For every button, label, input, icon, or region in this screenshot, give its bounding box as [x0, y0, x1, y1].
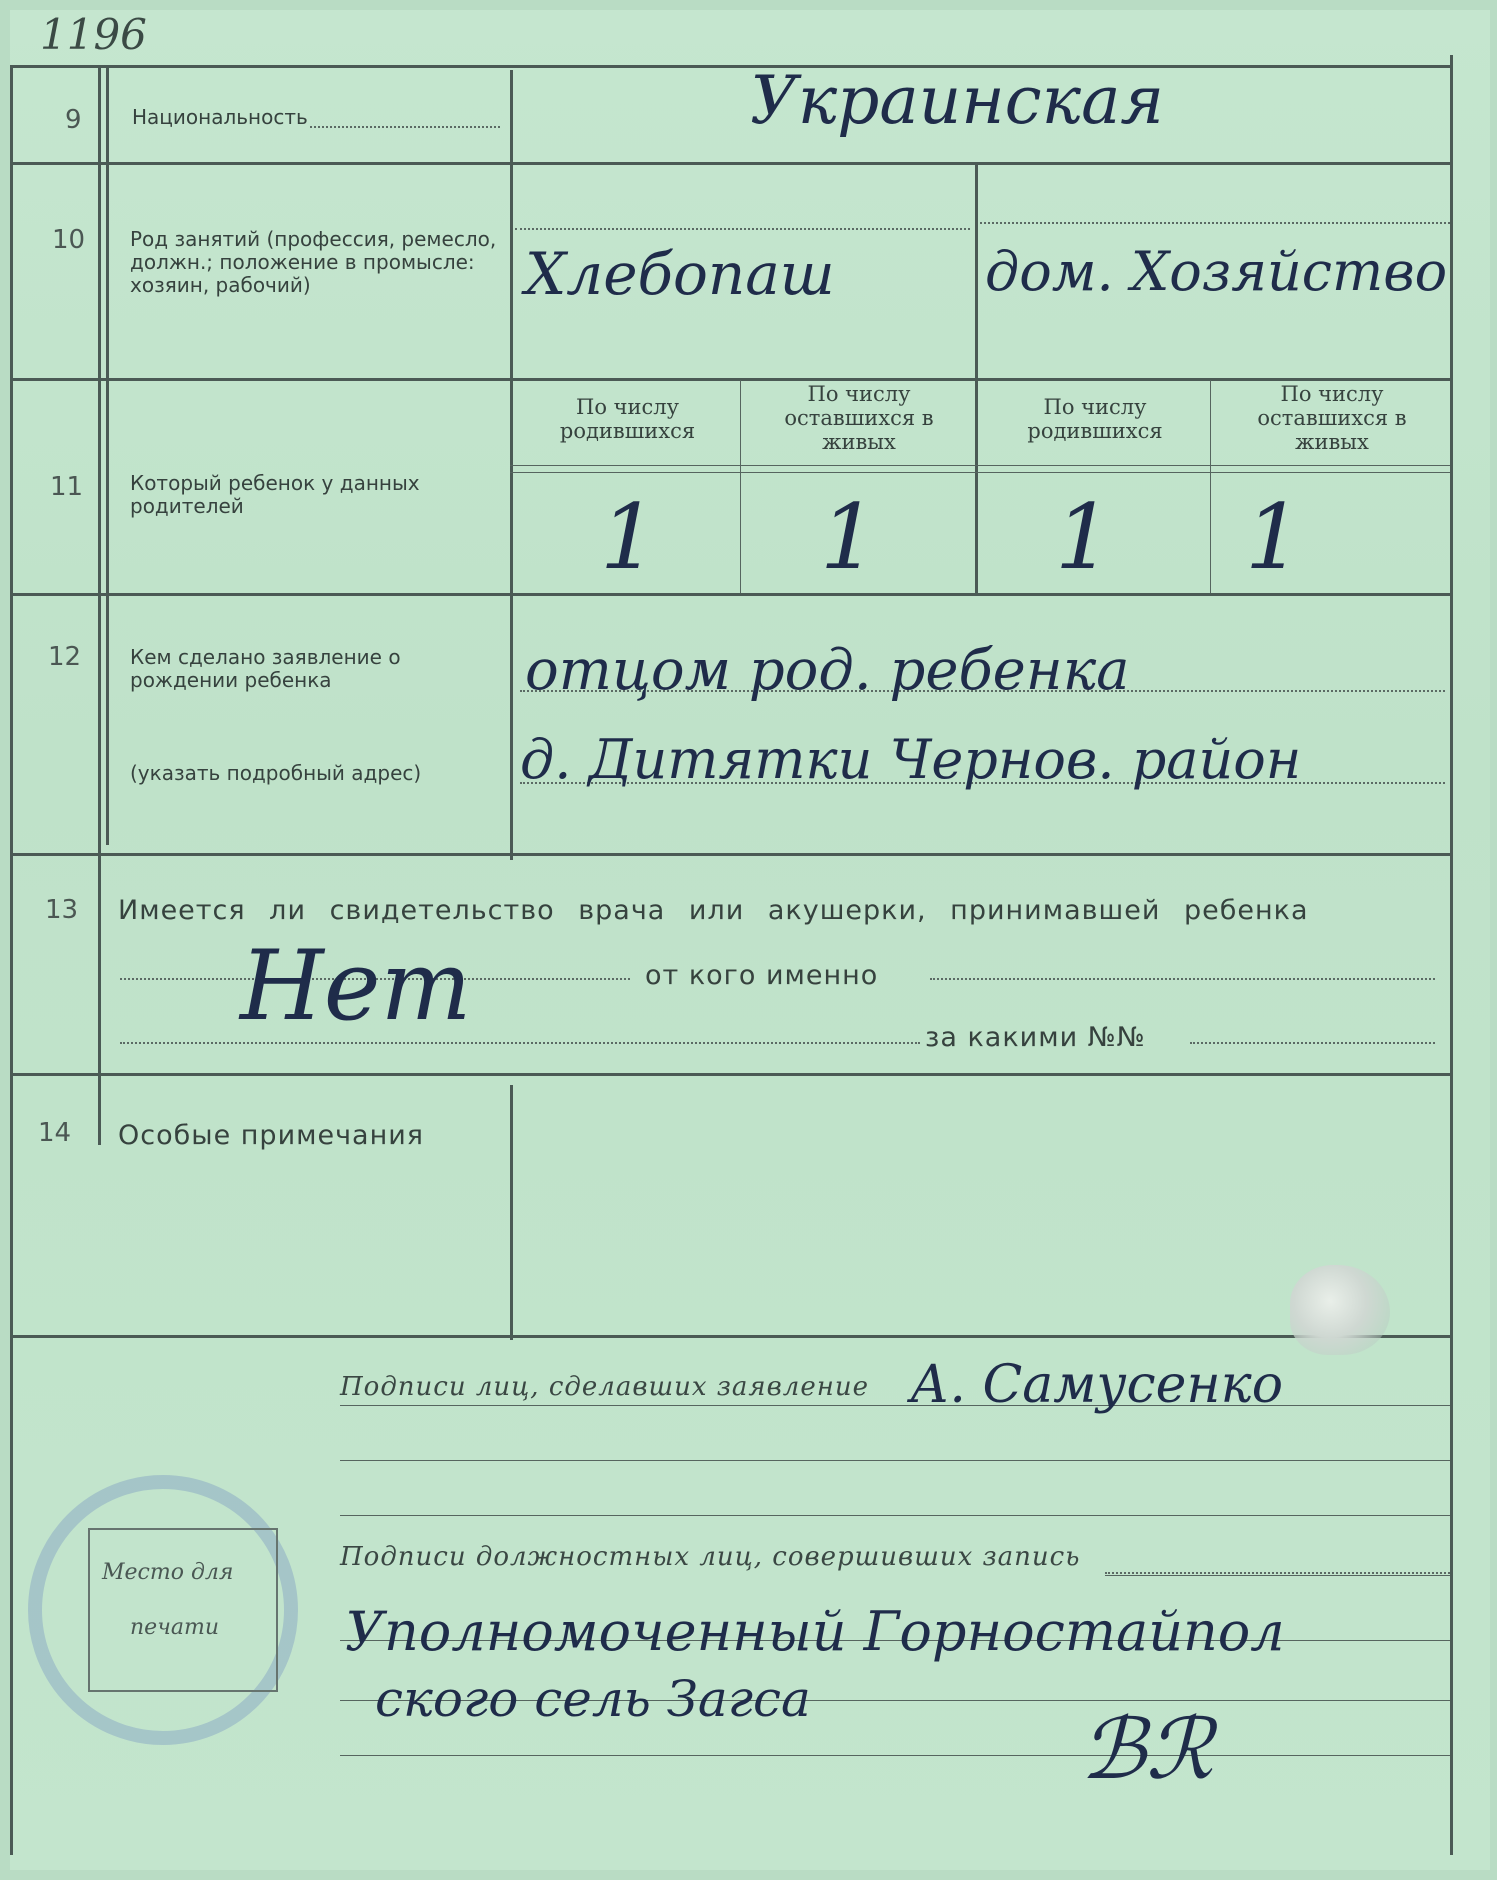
- row13-dots-b: [930, 978, 1435, 980]
- corner-note: 1196: [40, 10, 147, 59]
- row10-dots-right: [980, 222, 1450, 224]
- row11-value-2: 1: [820, 485, 878, 590]
- row14-number: 14: [38, 1118, 72, 1148]
- sig-line-3: [340, 1515, 1450, 1516]
- row10-number: 10: [52, 225, 86, 255]
- row-line-10: [10, 378, 1453, 381]
- row13-answer: Нет: [240, 930, 472, 1042]
- officials-leader: [1105, 1572, 1450, 1574]
- row12-number: 12: [48, 642, 82, 672]
- right-border: [1450, 55, 1453, 1855]
- row14-label: Особые примечания: [118, 1120, 425, 1151]
- row-line-14: [10, 1335, 1453, 1338]
- birth-record-sheet: [10, 10, 1490, 1870]
- row11-col-3: [1210, 380, 1211, 593]
- row13-dots-d: [1190, 1042, 1435, 1044]
- num-col-line-b: [106, 65, 109, 845]
- top-border: [10, 65, 1453, 68]
- officials-signature-label: Подписи должностных лиц, совершивших запись: [340, 1542, 1081, 1572]
- row11-value-1: 1: [600, 485, 658, 590]
- row11-header-3: По числу родившихся: [1027, 395, 1163, 443]
- row12-label-address: (указать подробный адрес): [130, 761, 422, 785]
- sig-line-2: [340, 1460, 1450, 1461]
- row13-from-whom: от кого именно: [645, 960, 879, 991]
- row11-value-4: 1: [1245, 485, 1303, 590]
- applicants-signature-label: Подписи лиц, сделавших заявление: [340, 1372, 869, 1402]
- row12-label: Кем сделано заявление о рождении ребенка: [130, 645, 401, 692]
- row10-value-left: Хлебопаш: [525, 240, 835, 308]
- left-border: [10, 65, 13, 1855]
- row-line-12: [10, 853, 1453, 856]
- row13-dots-c: [120, 1042, 920, 1044]
- sig-line-7: [340, 1755, 1450, 1756]
- row12-line1: отцом род. ребенка: [525, 638, 1130, 703]
- stamp-text-line1: Место для: [102, 1560, 234, 1585]
- row-line-9: [10, 162, 1453, 165]
- label-col-line-14: [510, 1085, 513, 1340]
- row11-number: 11: [50, 472, 84, 502]
- row13-numbers: за какими №№: [925, 1022, 1146, 1053]
- num-col-line-a: [98, 65, 101, 1145]
- official-signature-line1: Уполномоченный Горностайпол: [345, 1600, 1285, 1663]
- row9-number: 9: [65, 105, 82, 135]
- row9-label: Национальность: [132, 105, 308, 129]
- row11-header-2: По числу оставшихся в живых: [784, 382, 934, 454]
- row11-value-3: 1: [1055, 485, 1113, 590]
- paper-damage-mark: [1290, 1265, 1390, 1355]
- row11-head-line: [510, 465, 1450, 466]
- official-initials: ℬℛ: [1080, 1700, 1214, 1798]
- row10-split: [975, 165, 978, 378]
- row11-head-line-2: [510, 472, 1450, 473]
- official-signature-line2: ского сель Загса: [375, 1670, 811, 1728]
- row10-value-right: дом. Хозяйство: [985, 240, 1448, 303]
- sig-line-1: [340, 1405, 1450, 1406]
- row12-line2: д. Дитятки Чернов. район: [520, 728, 1302, 791]
- row11-header-4: По числу оставшихся в живых: [1257, 382, 1407, 454]
- stamp-placeholder-box: [88, 1528, 278, 1692]
- row11-header-1: По числу родившихся: [559, 395, 696, 443]
- row10-label: Род занятий (профессия, ремесло, должн.; положение в промысле: хозяин, рабочий): [130, 227, 497, 297]
- applicant-signature: А. Самусенко: [910, 1355, 1284, 1415]
- row9-leader: [310, 126, 500, 128]
- row11-label: Который ребенок у данных родителей: [130, 471, 420, 518]
- row13-number: 13: [45, 895, 79, 925]
- row-line-13: [10, 1073, 1453, 1076]
- stamp-text-line2: печати: [130, 1615, 220, 1640]
- row13-question: Имеется ли свидетельство врача или акушерки, принимавшей ребенка: [118, 895, 1309, 926]
- row9-value: Украинская: [750, 62, 1165, 139]
- sig-line-4: [1105, 1575, 1450, 1576]
- row11-col-2: [975, 380, 978, 593]
- row10-dots-left: [515, 228, 970, 230]
- row-line-11: [10, 593, 1453, 596]
- row11-col-1: [740, 380, 741, 593]
